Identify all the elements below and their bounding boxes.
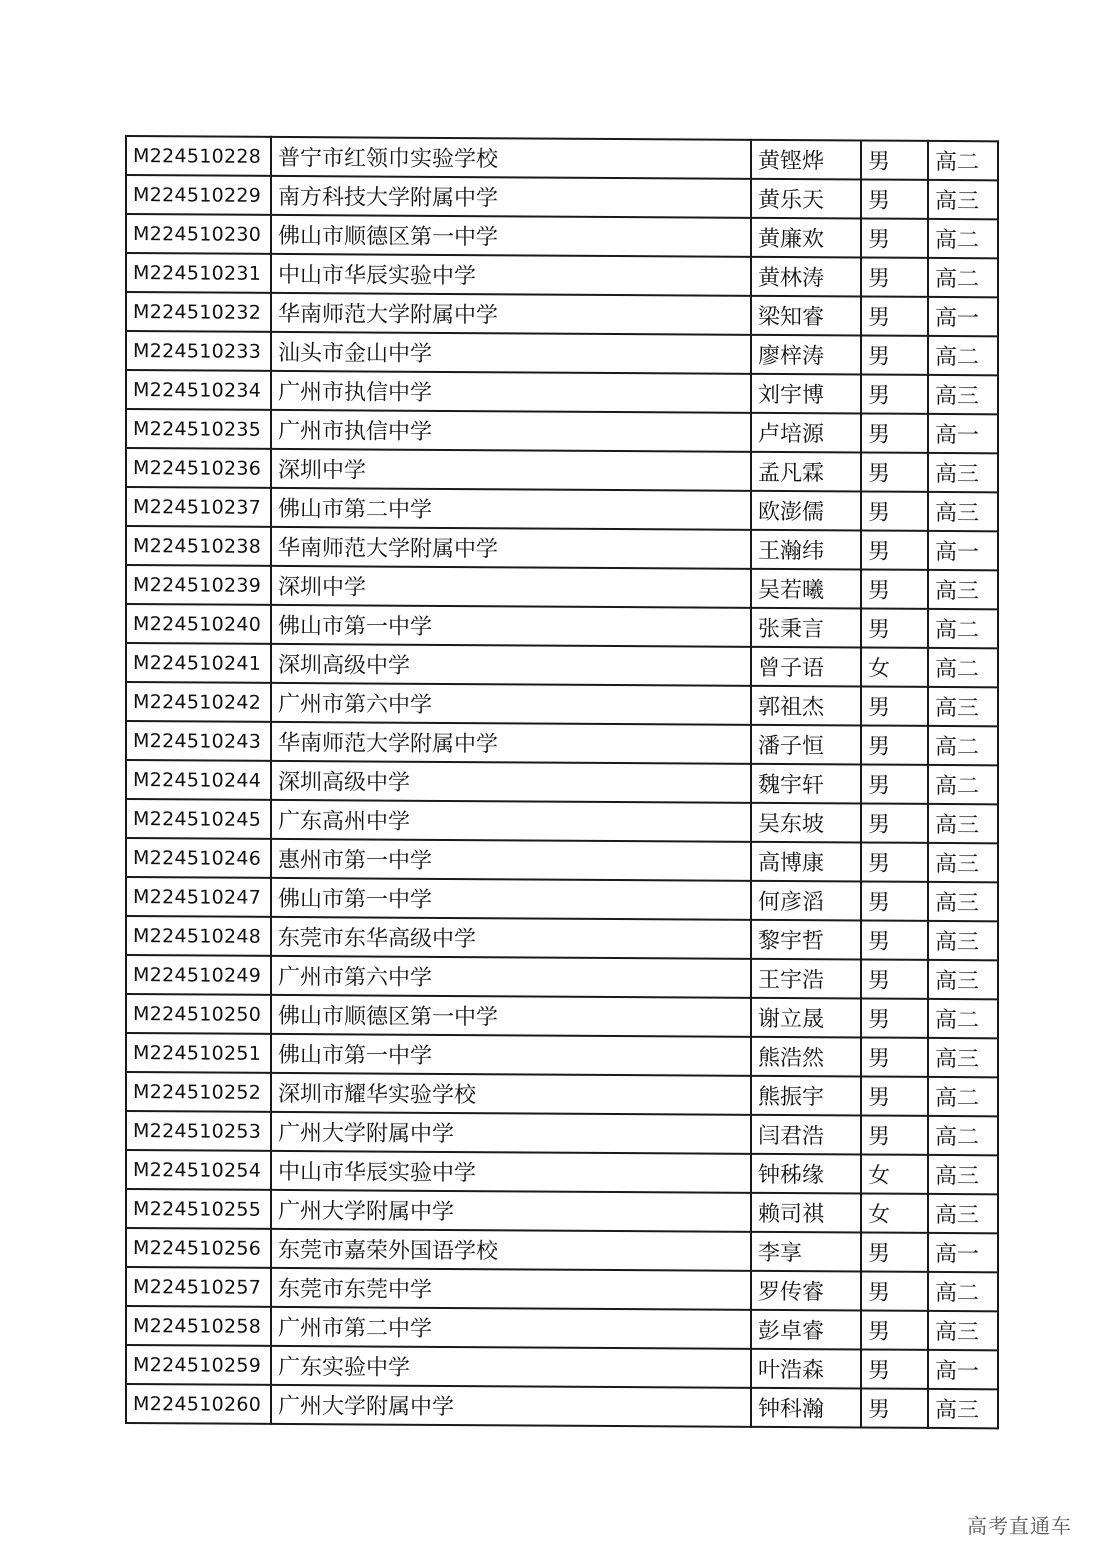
student-name-cell: 黎宇哲 [751, 920, 861, 960]
gender-cell: 男 [861, 998, 928, 1037]
school-name-cell: 佛山市第一中学 [271, 878, 751, 920]
student-id-cell: M224510239 [126, 565, 271, 605]
school-name-cell: 南方科技大学附属中学 [271, 176, 751, 218]
student-id-cell: M224510241 [126, 643, 271, 683]
school-name-cell: 广州大学附属中学 [271, 1190, 751, 1232]
student-id-cell: M224510236 [126, 448, 271, 488]
student-id-cell: M224510257 [126, 1267, 271, 1307]
grade-cell: 高三 [928, 492, 998, 531]
student-id-cell: M224510250 [126, 994, 271, 1034]
roster-table [125, 135, 999, 1429]
grade-cell: 高二 [928, 219, 998, 258]
table-row [126, 916, 998, 960]
school-name-cell: 深圳高级中学 [271, 644, 751, 686]
grade-cell: 高一 [928, 1233, 998, 1272]
table-row [126, 1189, 998, 1233]
grade-cell: 高二 [928, 999, 998, 1038]
student-id-cell: M224510235 [126, 409, 271, 449]
gender-cell: 男 [861, 257, 928, 296]
student-id-cell: M224510259 [126, 1345, 271, 1385]
gender-cell: 男 [861, 764, 928, 803]
grade-cell: 高一 [928, 414, 998, 453]
grade-cell: 高三 [928, 687, 998, 726]
grade-cell: 高三 [928, 1038, 998, 1077]
table-row [126, 1228, 998, 1272]
gender-cell: 男 [861, 881, 928, 920]
gender-cell: 男 [861, 374, 928, 413]
student-name-cell: 叶浩森 [751, 1349, 861, 1389]
student-id-cell: M224510246 [126, 838, 271, 878]
table-row [126, 682, 998, 726]
student-name-cell: 刘宇博 [751, 374, 861, 414]
school-name-cell: 深圳高级中学 [271, 761, 751, 803]
gender-cell: 男 [861, 959, 928, 998]
gender-cell: 男 [861, 1388, 928, 1427]
grade-cell: 高三 [928, 921, 998, 960]
watermark-text: 高考直通车 [967, 1514, 1072, 1538]
grade-cell: 高一 [928, 297, 998, 336]
school-name-cell: 中山市华辰实验中学 [271, 1151, 751, 1193]
student-name-cell: 郭祖杰 [751, 686, 861, 726]
student-id-cell: M224510252 [126, 1072, 271, 1112]
table-row [126, 1033, 998, 1077]
grade-cell: 高三 [928, 1389, 998, 1428]
student-id-cell: M224510240 [126, 604, 271, 644]
grade-cell: 高二 [928, 609, 998, 648]
grade-cell: 高二 [928, 765, 998, 804]
gender-cell: 男 [861, 491, 928, 530]
school-name-cell: 深圳中学 [271, 449, 751, 491]
table-row [126, 1072, 998, 1116]
student-id-cell: M224510231 [126, 253, 271, 293]
grade-cell: 高二 [928, 258, 998, 297]
student-name-cell: 李享 [751, 1232, 861, 1272]
student-id-cell: M224510258 [126, 1306, 271, 1346]
gender-cell: 男 [861, 1037, 928, 1076]
school-name-cell: 广东高州中学 [271, 800, 751, 842]
gender-cell: 男 [861, 1310, 928, 1349]
school-name-cell: 汕头市金山中学 [271, 332, 751, 374]
table-row [126, 955, 998, 999]
student-id-cell: M224510230 [126, 214, 271, 254]
gender-cell: 男 [861, 335, 928, 374]
student-id-cell: M224510245 [126, 799, 271, 839]
grade-cell: 高三 [928, 804, 998, 843]
school-name-cell: 惠州市第一中学 [271, 839, 751, 881]
student-id-cell: M224510237 [126, 487, 271, 527]
table-row [126, 1384, 998, 1428]
table-row [126, 526, 998, 570]
student-name-cell: 梁知睿 [751, 296, 861, 336]
grade-cell: 高二 [928, 336, 998, 375]
table-row [126, 1111, 998, 1155]
school-name-cell: 佛山市顺德区第一中学 [271, 995, 751, 1037]
school-name-cell: 东莞市嘉荣外国语学校 [271, 1229, 751, 1271]
student-name-cell: 潘子恒 [751, 725, 861, 765]
student-name-cell: 钟科瀚 [751, 1388, 861, 1428]
school-name-cell: 华南师范大学附属中学 [271, 293, 751, 335]
grade-cell: 高二 [928, 1077, 998, 1116]
gender-cell: 男 [861, 920, 928, 959]
student-id-cell: M224510253 [126, 1111, 271, 1151]
gender-cell: 男 [861, 1232, 928, 1271]
student-name-cell: 黄铿烨 [751, 140, 861, 180]
table-row [126, 565, 998, 609]
table-row [126, 331, 998, 375]
table-row [126, 409, 998, 453]
gender-cell: 男 [861, 179, 928, 218]
roster-sheet [125, 135, 997, 1429]
table-row [126, 448, 998, 492]
grade-cell: 高三 [928, 960, 998, 999]
school-name-cell: 广州市第二中学 [271, 1307, 751, 1349]
student-id-cell: M224510255 [126, 1189, 271, 1229]
gender-cell: 男 [861, 1076, 928, 1115]
student-name-cell: 吴东坡 [751, 803, 861, 843]
roster-table-body [126, 136, 998, 1428]
student-name-cell: 熊浩然 [751, 1037, 861, 1077]
table-row [126, 1306, 998, 1350]
school-name-cell: 深圳市耀华实验学校 [271, 1073, 751, 1115]
student-name-cell: 廖梓涛 [751, 335, 861, 375]
school-name-cell: 广州市执信中学 [271, 371, 751, 413]
student-name-cell: 吴若曦 [751, 569, 861, 609]
school-name-cell: 普宁市红领巾实验学校 [271, 137, 751, 179]
student-name-cell: 曾子语 [751, 647, 861, 687]
student-id-cell: M224510247 [126, 877, 271, 917]
grade-cell: 高二 [928, 1272, 998, 1311]
grade-cell: 高三 [928, 453, 998, 492]
student-id-cell: M224510244 [126, 760, 271, 800]
student-name-cell: 罗传睿 [751, 1271, 861, 1311]
student-id-cell: M224510251 [126, 1033, 271, 1073]
gender-cell: 男 [861, 608, 928, 647]
school-name-cell: 广州市第六中学 [271, 956, 751, 998]
table-row [126, 136, 998, 180]
table-row [126, 721, 998, 765]
table-row [126, 1150, 998, 1194]
gender-cell: 男 [861, 413, 928, 452]
table-row [126, 370, 998, 414]
gender-cell: 男 [861, 218, 928, 257]
student-id-cell: M224510232 [126, 292, 271, 332]
school-name-cell: 广东实验中学 [271, 1346, 751, 1388]
student-name-cell: 王宇浩 [751, 959, 861, 999]
student-name-cell: 欧澎儒 [751, 491, 861, 531]
student-name-cell: 黄乐天 [751, 179, 861, 219]
table-row [126, 292, 998, 336]
gender-cell: 男 [861, 296, 928, 335]
student-name-cell: 王瀚纬 [751, 530, 861, 570]
gender-cell: 女 [861, 647, 928, 686]
student-id-cell: M224510256 [126, 1228, 271, 1268]
table-row [126, 253, 998, 297]
student-name-cell: 彭卓睿 [751, 1310, 861, 1350]
grade-cell: 高二 [928, 726, 998, 765]
school-name-cell: 佛山市第二中学 [271, 488, 751, 530]
table-row [126, 838, 998, 882]
student-name-cell: 钟秭缘 [751, 1154, 861, 1194]
gender-cell: 男 [861, 842, 928, 881]
student-name-cell: 赖司祺 [751, 1193, 861, 1233]
table-row [126, 1345, 998, 1389]
gender-cell: 男 [861, 530, 928, 569]
school-name-cell: 华南师范大学附属中学 [271, 527, 751, 569]
student-name-cell: 孟凡霖 [751, 452, 861, 492]
student-name-cell: 张秉言 [751, 608, 861, 648]
student-id-cell: M224510242 [126, 682, 271, 722]
gender-cell: 男 [861, 725, 928, 764]
table-row [126, 487, 998, 531]
school-name-cell: 华南师范大学附属中学 [271, 722, 751, 764]
student-name-cell: 魏宇轩 [751, 764, 861, 804]
gender-cell: 女 [861, 1154, 928, 1193]
student-name-cell: 黄廉欢 [751, 218, 861, 258]
table-row [126, 1267, 998, 1311]
school-name-cell: 广州大学附属中学 [271, 1385, 751, 1427]
student-id-cell: M224510254 [126, 1150, 271, 1190]
table-row [126, 994, 998, 1038]
grade-cell: 高一 [928, 531, 998, 570]
gender-cell: 男 [861, 686, 928, 725]
student-name-cell: 何彦滔 [751, 881, 861, 921]
table-row [126, 760, 998, 804]
gender-cell: 男 [861, 452, 928, 491]
student-id-cell: M224510248 [126, 916, 271, 956]
student-id-cell: M224510243 [126, 721, 271, 761]
school-name-cell: 佛山市顺德区第一中学 [271, 215, 751, 257]
school-name-cell: 深圳中学 [271, 566, 751, 608]
gender-cell: 女 [861, 1193, 928, 1232]
grade-cell: 高二 [928, 141, 998, 180]
student-id-cell: M224510234 [126, 370, 271, 410]
gender-cell: 男 [861, 1115, 928, 1154]
table-row [126, 175, 998, 219]
gender-cell: 男 [861, 1349, 928, 1388]
school-name-cell: 广州大学附属中学 [271, 1112, 751, 1154]
table-row [126, 214, 998, 258]
grade-cell: 高三 [928, 1155, 998, 1194]
table-row [126, 604, 998, 648]
school-name-cell: 东莞市东华高级中学 [271, 917, 751, 959]
grade-cell: 高三 [928, 1194, 998, 1233]
student-id-cell: M224510233 [126, 331, 271, 371]
student-id-cell: M224510249 [126, 955, 271, 995]
student-id-cell: M224510238 [126, 526, 271, 566]
grade-cell: 高三 [928, 843, 998, 882]
school-name-cell: 广州市执信中学 [271, 410, 751, 452]
student-name-cell: 卢培源 [751, 413, 861, 453]
school-name-cell: 中山市华辰实验中学 [271, 254, 751, 296]
student-name-cell: 闫君浩 [751, 1115, 861, 1155]
gender-cell: 男 [861, 140, 928, 179]
grade-cell: 高二 [928, 1116, 998, 1155]
grade-cell: 高三 [928, 180, 998, 219]
school-name-cell: 东莞市东莞中学 [271, 1268, 751, 1310]
student-id-cell: M224510260 [126, 1384, 271, 1424]
grade-cell: 高三 [928, 882, 998, 921]
table-row [126, 643, 998, 687]
table-row [126, 877, 998, 921]
gender-cell: 男 [861, 803, 928, 842]
student-id-cell: M224510229 [126, 175, 271, 215]
grade-cell: 高三 [928, 570, 998, 609]
table-row [126, 799, 998, 843]
grade-cell: 高一 [928, 1350, 998, 1389]
school-name-cell: 佛山市第一中学 [271, 605, 751, 647]
student-name-cell: 黄林涛 [751, 257, 861, 297]
student-name-cell: 谢立晟 [751, 998, 861, 1038]
school-name-cell: 广州市第六中学 [271, 683, 751, 725]
student-name-cell: 熊振宇 [751, 1076, 861, 1116]
gender-cell: 男 [861, 569, 928, 608]
gender-cell: 男 [861, 1271, 928, 1310]
student-id-cell: M224510228 [126, 136, 271, 176]
student-name-cell: 高博康 [751, 842, 861, 882]
grade-cell: 高二 [928, 648, 998, 687]
grade-cell: 高三 [928, 375, 998, 414]
grade-cell: 高三 [928, 1311, 998, 1350]
school-name-cell: 佛山市第一中学 [271, 1034, 751, 1076]
